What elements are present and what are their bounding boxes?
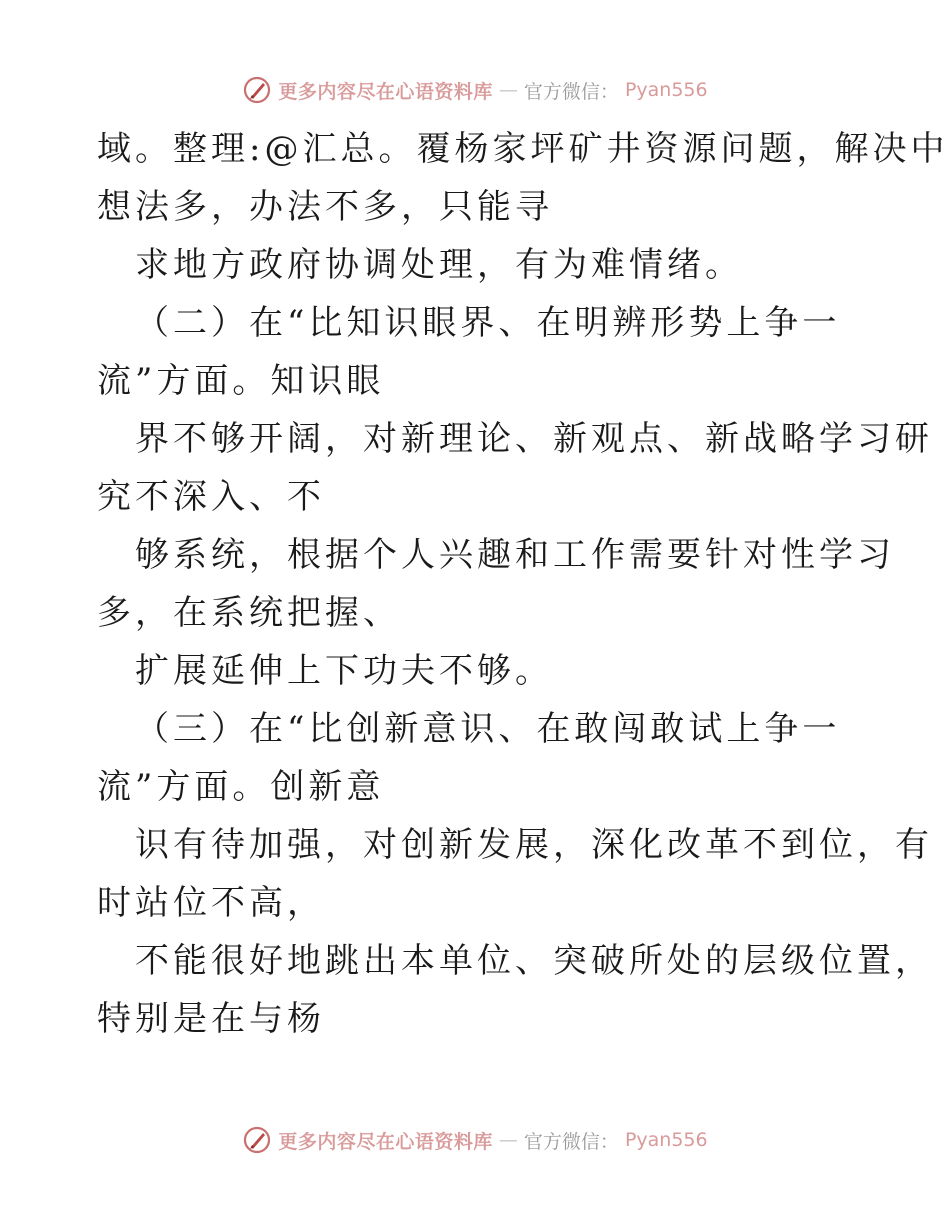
text-line: 特别是在与杨 <box>97 999 325 1039</box>
footer-watermark <box>0 1120 950 1160</box>
text-line: 扩展延伸上下功夫不够。 <box>135 651 553 691</box>
watermark-wechat-id: Pyan556 <box>624 1129 708 1151</box>
text-line: 识有待加强，对创新发展，深化改革不到位，有 <box>135 825 933 865</box>
text-line: 界不够开阔，对新理论、新观点、新战略学习研 <box>135 419 933 459</box>
watermark-wechat-label: 官方微信： <box>523 80 619 103</box>
quill-circle-icon <box>242 1125 272 1155</box>
text-line: （二）在“比知识眼界、在明辨形势上争一 <box>135 303 841 343</box>
watermark-wechat-label: 官方微信： <box>523 1130 619 1153</box>
text-line: 时站位不高， <box>97 883 325 923</box>
watermark-separator: — <box>498 1129 518 1151</box>
text-line: 不能很好地跳出本单位、突破所处的层级位置， <box>135 941 933 981</box>
text-line: （三）在“比创新意识、在敢闯敢试上争一 <box>135 709 841 749</box>
text-line: 够系统，根据个人兴趣和工作需要针对性学习 <box>135 535 895 575</box>
watermark-site-text: 更多内容尽在心语资料库 <box>278 1130 493 1153</box>
text-line: 流”方面。创新意 <box>97 767 385 807</box>
watermark-wechat-id: Pyan556 <box>624 79 708 101</box>
text-line: 多，在系统把握、 <box>97 593 401 633</box>
text-line: 求地方政府协调处理，有为难情绪。 <box>135 245 743 285</box>
text-line: 究不深入、不 <box>97 477 325 517</box>
text-line: 想法多，办法不多，只能寻 <box>97 187 553 227</box>
watermark-site-text: 更多内容尽在心语资料库 <box>278 80 493 103</box>
quill-circle-icon <box>242 75 272 105</box>
text-line: 流”方面。知识眼 <box>97 361 385 401</box>
text-line: 域。整理:@汇总。覆杨家坪矿井资源问题，解决中 <box>97 129 949 169</box>
document-body <box>97 120 949 1048</box>
header-watermark <box>0 70 950 110</box>
watermark-separator: — <box>498 79 518 101</box>
